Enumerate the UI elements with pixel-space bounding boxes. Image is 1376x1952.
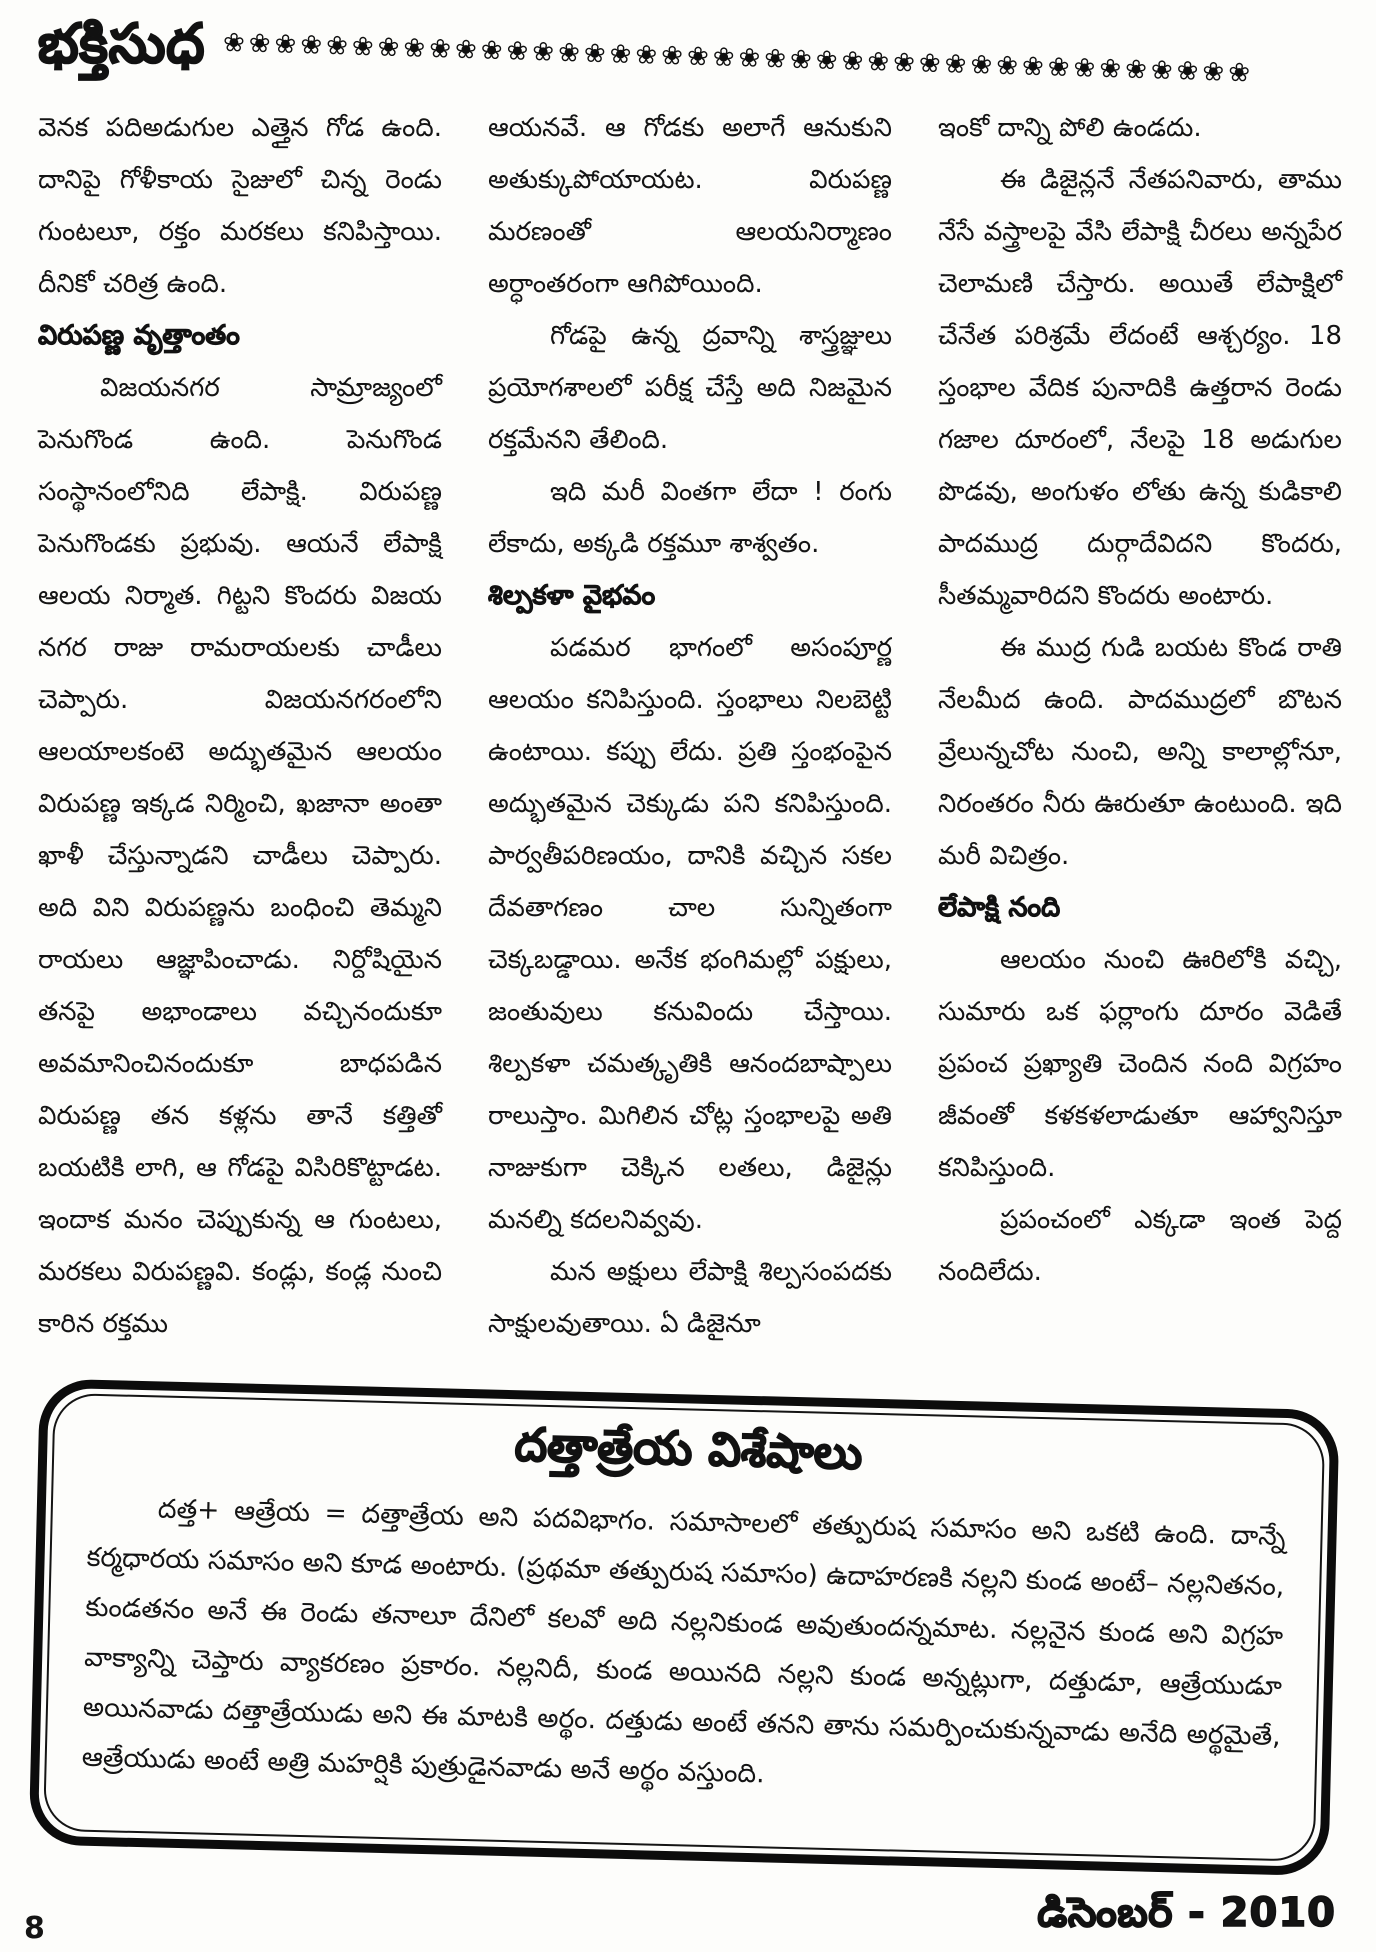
masthead [0, 0, 1376, 96]
column-2 [488, 102, 892, 1350]
section-heading-virupanna: విరుపణ్ణ వృత్తాంతం [38, 320, 240, 351]
section-heading-lepakshi-nandi: లేపాక్షి నంది [938, 892, 1061, 923]
article-paragraph: మన అక్షులు లేపాక్షి శిల్పసంపదకు సాక్షులవుతాయి. ఏ డిజైనూ [488, 1257, 892, 1339]
article-paragraph: ఇంకో దాన్ని పోలి ఉండదు. [938, 113, 1202, 143]
column-1 [38, 102, 442, 1350]
feature-box-title: దత్తాత్రేయ విశేషాలు [514, 1417, 863, 1480]
article-paragraph: వెనక పదిఅడుగుల ఎత్తైన గోడ ఉంది. దానిపై గోళీకాయ సైజులో చిన్న రెండు గుంటలూ, రక్తం మరకలు కనిపిస్తాయి. దీనికో చరిత్ర ఉంది. [38, 113, 442, 299]
article-paragraph: ఈ డిజైన్లనే నేతపనివారు, తాము నేసే వస్త్రాలపై వేసి లేపాక్షి చీరలు అన్నపేర చెలామణి చేస్తారు. అయితే లేపాక్షిలో చేనేత పరిశ్రమే లేదంటే ఆశ్చర్యం. 18 స్తంభాల వేదిక పునాదికి ఉత్తరాన రెండు గజాల దూరంలో, నేలపై 18 అడుగుల పొడవు, అంగుళం లోతు ఉన్న కుడికాలి పాదముద్ర దుర్గాదేవిదని కొందరు, సీతమ్మవారిదని కొందరు అంటారు. [938, 165, 1342, 611]
feature-box [29, 1379, 1340, 1877]
article-paragraph: ఈ ముద్ర గుడి బయట కొండ రాతి నేలమీద ఉంది. పాదముద్రలో బొటన వ్రేలున్నచోట నుంచి, అన్ని కాలాల్లోనూ, నిరంతరం నీరు ఊరుతూ ఉంటుంది. ఇది మరీ విచిత్రం. [938, 633, 1342, 871]
section-heading-shilpakala: శిల్పకళా వైభవం [488, 580, 656, 611]
magazine-title: భక్తిసుధ [38, 12, 206, 75]
issue-date: డిసెంబర్ - 2010 [1037, 1890, 1336, 1936]
article-body [0, 96, 1376, 1350]
article-paragraph: ఆయనవే. ఆ గోడకు అలాగే ఆనుకుని అతుక్కుపోయాయట. విరుపణ్ణ మరణంతో ఆలయనిర్మాణం అర్ధాంతరంగా ఆగిపోయింది. [488, 113, 892, 299]
article-paragraph: పడమర భాగంలో అసంపూర్ణ ఆలయం కనిపిస్తుంది. స్తంభాలు నిలబెట్టి ఉంటాయి. కప్పు లేదు. ప్రతి స్తంభంపైన అద్భుతమైన చెక్కుడు పని కనిపిస్తుంది. పార్వతీపరిణయం, దానికి వచ్చిన సకల దేవతాగణం చాల సున్నితంగా చెక్కబడ్డాయి. అనేక భంగిమల్లో పక్షులు, జంతువులు కనువిందు చేస్తాయి. శిల్పకళా చమత్కృతికి ఆనందబాష్పాలు రాలుస్తాం. మిగిలిన చోట్ల స్తంభాలపై అతి నాజుకుగా చెక్కిన లతలు, డిజైన్లు మనల్ని కదలనివ్వవు. [488, 633, 892, 1235]
page-number: 8 [24, 1911, 45, 1946]
article-paragraph: గోడపై ఉన్న ద్రవాన్ని శాస్త్రజ్ఞులు ప్రయోగశాలలో పరీక్ష చేస్తే అది నిజమైన రక్తమేనని తేలింది. [488, 321, 892, 455]
article-paragraph: విజయనగర సామ్రాజ్యంలో పెనుగొండ ఉంది. పెనుగొండ సంస్థానంలోనిది లేపాక్షి. విరుపణ్ణ పెనుగొండకు ప్రభువు. ఆయనే లేపాక్షి ఆలయ నిర్మాత. గిట్టని కొందరు విజయ నగర రాజు రామరాయలకు చాడీలు చెప్పారు. విజయనగరంలోని ఆలయాలకంటె అద్భుతమైన ఆలయం విరుపణ్ణ ఇక్కడ నిర్మించి, ఖజానా అంతా ఖాళీ చేస్తున్నాడని చాడీలు చెప్పారు. అది విని విరుపణ్ణను బంధించి తెమ్మని రాయలు ఆజ్ఞాపించాడు. నిర్దోషియైన తనపై అభాండాలు వచ్చినందుకూ అవమానించినందుకూ బాధపడిన విరుపణ్ణ తన కళ్లను తానే కత్తితో బయటికి లాగి, ఆ గోడపై విసిరికొట్టాడట. ఇందాక మనం చెప్పుకున్న ఆ గుంటలు, మరకలు విరుపణ్ణవి. కండ్లు, కండ్ల నుంచి కారిన రక్తము [38, 373, 442, 1339]
floral-ornament-border-icon: ❀❀❀❀❀❀❀❀❀❀❀❀❀❀❀❀❀❀❀❀❀❀❀❀❀❀❀❀❀❀❀❀❀❀❀❀❀❀❀❀ [222, 28, 1255, 89]
article-paragraph: ప్రపంచంలో ఎక్కడా ఇంత పెద్ద నందిలేదు. [938, 1205, 1342, 1287]
column-3 [938, 102, 1342, 1350]
feature-box-text: దత్త+ ఆత్రేయ = దత్తాత్రేయ అని పదవిభాగం. సమాసాలలో తత్పురుష సమాసం అని ఒకటి ఉంది. దాన్నే కర్మధారయ సమాసం అని కూడ అంటారు. (ప్రథమా తత్పురుష సమాసం) ఉదాహరణకి నల్లని కుండ అంటే– నల్లనితనం, కుండతనం అనే ఈ రెండు తనాలూ దేనిలో కలవో అది నల్లనికుండ అవుతుందన్నమాట. నల్లనైన కుండ అని విగ్రహ వాక్యాన్ని చెప్తారు వ్యాకరణం ప్రకారం. నల్లనిదీ, కుండ అయినది నల్లని కుండ అన్నట్లుగా, దత్తుడూ, ఆత్రేయుడూ అయినవాడు దత్తాత్రేయుడు అని ఈ మాటకి అర్థం. దత్తుడు అంటే తనని తాను సమర్పించుకున్నవాడు అనేది అర్థమైతే, ఆత్రేయుడు అంటే అత్రి మహర్షికి పుత్రుడైనవాడు అనే అర్థం వస్తుంది. [81, 1493, 1286, 1790]
article-paragraph: ఆలయం నుంచి ఊరిలోకి వచ్చి, సుమారు ఒక ఫర్లాంగు దూరం వెడితే ప్రపంచ ప్రఖ్యాతి చెందిన నంది విగ్రహం జీవంతో కళకళలాడుతూ ఆహ్వానిస్తూ కనిపిస్తుంది. [938, 945, 1342, 1183]
article-paragraph: ఇది మరీ వింతగా లేదా ! రంగు లేకాదు, అక్కడి రక్తమూ శాశ్వతం. [488, 477, 892, 559]
